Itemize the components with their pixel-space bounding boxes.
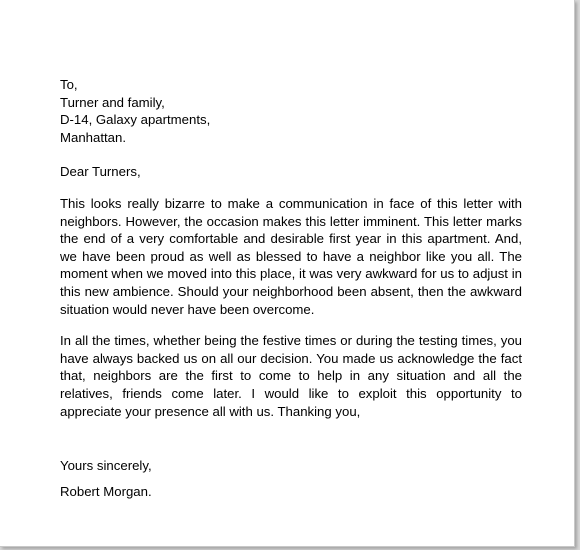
salutation: Dear Turners, xyxy=(60,164,141,180)
closing: Yours sincerely, xyxy=(60,458,152,474)
body-paragraph-1: This looks really bizarre to make a communication in face of this letter with neighbors. However, the occasion makes this letter imminent. This letter marks the end of a very comfortable and desirable first year in this apartment. And, we have been proud as well as blessed to have a neighbor like you all. The moment when we moved into this place, it was very awkward for us to adjust in this new ambience. Should your neighborhood been absent, then the awkward situation would never have been overcome. xyxy=(60,195,522,317)
address-line: D-14, Galaxy apartments, xyxy=(60,112,211,128)
address-line: Turner and family, xyxy=(60,94,165,110)
signature: Robert Morgan. xyxy=(60,483,152,499)
body-paragraph-2: In all the times, whether being the festive times or during the testing times, you have always backed us on all our decision. You made us acknowledge the fact that, neighbors are the first to come to help in any situation and all the relatives, friends come later. I would like to exploit this opportunity to appreciate your presence all with us. Thanking you, xyxy=(60,333,522,419)
recipient-address xyxy=(60,76,522,146)
address-line: To, xyxy=(60,77,78,92)
letter-body xyxy=(60,76,522,500)
address-line: Manhattan. xyxy=(60,129,126,145)
